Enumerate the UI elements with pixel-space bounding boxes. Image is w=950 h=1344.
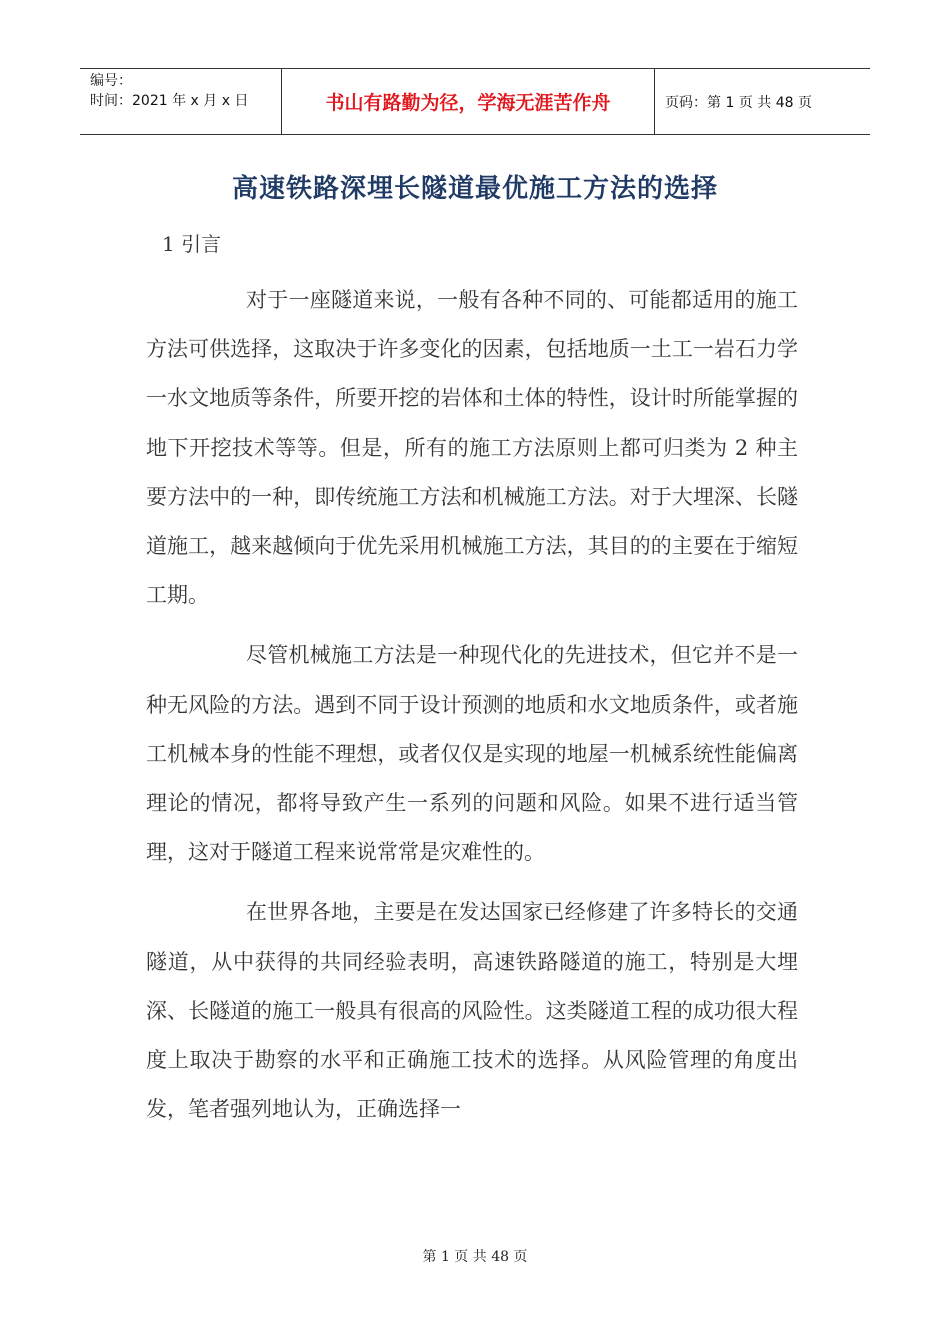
- header-meta: [80, 69, 282, 134]
- paragraph-2: 尽管机械施工方法是一种现代化的先进技术，但它并不是一种无风险的方法。遇到不同于设计预测的地质和水文地质条件，或者施工机械本身的性能不理想，或者仅仅是实现的地屋一机械系统性能偏离理论的情况，都将导致产生一系列的问题和风险。如果不进行适当管理，这对于隧道工程来说常常是灾难性的。: [146, 643, 798, 865]
- paragraph-1: 对于一座隧道来说，一般有各种不同的、可能都适用的施工方法可供选择，这取决于许多变化的因素，包括地质一土工一岩石力学一水文地质等条件，所要开挖的岩体和土体的特性，设计时所能掌握的地下开挖技术等等。但是，所有的施工方法原则上都可归类为 2 种主要方法中的一种，即传统施工方法和机械施工方法。对于大埋深、长隧道施工，越来越倾向于优先采用机械施工方法，其目的的主要在于缩短工期。: [146, 288, 798, 608]
- page-footer: 第 1 页 共 48 页: [422, 1249, 528, 1265]
- document-body: [146, 276, 798, 1145]
- document-header: [80, 68, 870, 135]
- header-page-info: 页码：第 1 页 共 48 页: [665, 94, 812, 111]
- section-heading: 1 引言: [162, 232, 222, 256]
- paragraph-3: 在世界各地，主要是在发达国家已经修建了许多特长的交通隧道，从中获得的共同经验表明，高速铁路隧道的施工，特别是大埋深、长隧道的施工一般具有很高的风险性。这类隧道工程的成功很大程度上取决于勘察的水平和正确施工技术的选择。从风险管理的角度出发，笔者强列地认为，正确选择一: [146, 900, 798, 1122]
- time-label: 时间：2021 年 x 月 x 日: [90, 93, 249, 109]
- number-label: 编号：: [90, 73, 132, 89]
- header-motto: 书山有路勤为径，学海无涯苦作舟: [282, 69, 655, 134]
- document-title: 高速铁路深埋长隧道最优施工方法的选择: [231, 174, 718, 204]
